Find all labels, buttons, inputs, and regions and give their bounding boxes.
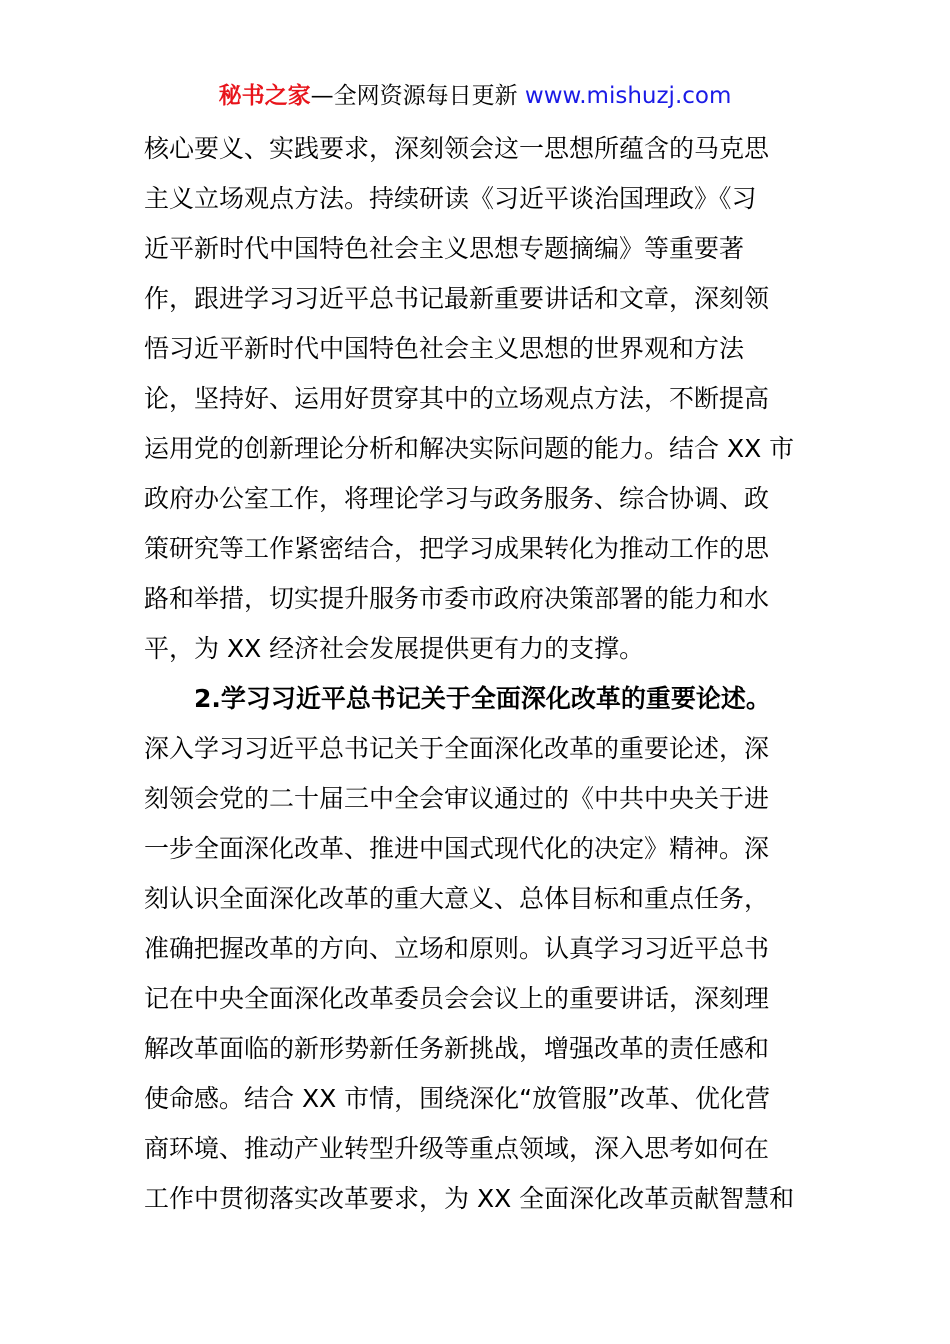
text-line: 工作中贯彻落实改革要求，为 XX 全面深化改革贡献智慧和 [144,1184,795,1213]
text-line: 策研究等工作紧密结合，把学习成果转化为推动工作的思 [144,534,770,563]
text-line: 平，为 XX 经济社会发展提供更有力的支撑。 [144,634,645,663]
document-body [144,124,808,1224]
text-line: 主义立场观点方法。持续研读《习近平谈治国理政》《习 [144,184,757,213]
text-line: 论，坚持好、运用好贯穿其中的立场观点方法，不断提高 [144,384,770,413]
text-line: 刻认识全面深化改革的重大意义、总体目标和重点任务， [144,884,770,913]
text-line: 解改革面临的新形势新任务新挑战，增强改革的责任感和 [144,1034,770,1063]
text-line: 核心要义、实践要求，深刻领会这一思想所蕴含的马克思 [144,134,770,163]
text-line: 政府办公室工作，将理论学习与政务服务、综合协调、政 [144,484,770,513]
text-line: 使命感。结合 XX 市情，围绕深化“放管服”改革、优化营 [144,1084,771,1113]
text-line: 作，跟进学习习近平总书记最新重要讲话和文章，深刻领 [144,284,770,313]
text-line: 刻领会党的二十届三中全会审议通过的《中共中央关于进 [144,784,770,813]
page-header [0,80,950,112]
site-tagline: —全网资源每日更新 [310,83,518,109]
text-line: 路和举措，切实提升服务市委市政府决策部署的能力和水 [144,584,770,613]
text-line: 一步全面深化改革、推进中国式现代化的决定》精神。深 [144,834,770,863]
text-line: 记在中央全面深化改革委员会会议上的重要讲话，深刻理 [144,984,770,1013]
text-line: 悟习近平新时代中国特色社会主义思想的世界观和方法 [144,334,745,363]
text-line: 近平新时代中国特色社会主义思想专题摘编》等重要著 [144,234,745,263]
text-line: 准确把握改革的方向、立场和原则。认真学习习近平总书 [144,934,770,963]
text-line: 运用党的创新理论分析和解决实际问题的能力。结合 XX 市 [144,434,795,463]
text-line: 商环境、推动产业转型升级等重点领域，深入思考如何在 [144,1134,770,1163]
site-url[interactable]: www.mishuzj.com [524,83,732,109]
site-brand: 秘书之家 [218,83,311,109]
section-heading: 2.学习习近平总书记关于全面深化改革的重要论述。 [194,684,771,713]
text-line: 深入学习习近平总书记关于全面深化改革的重要论述，深 [144,734,770,763]
